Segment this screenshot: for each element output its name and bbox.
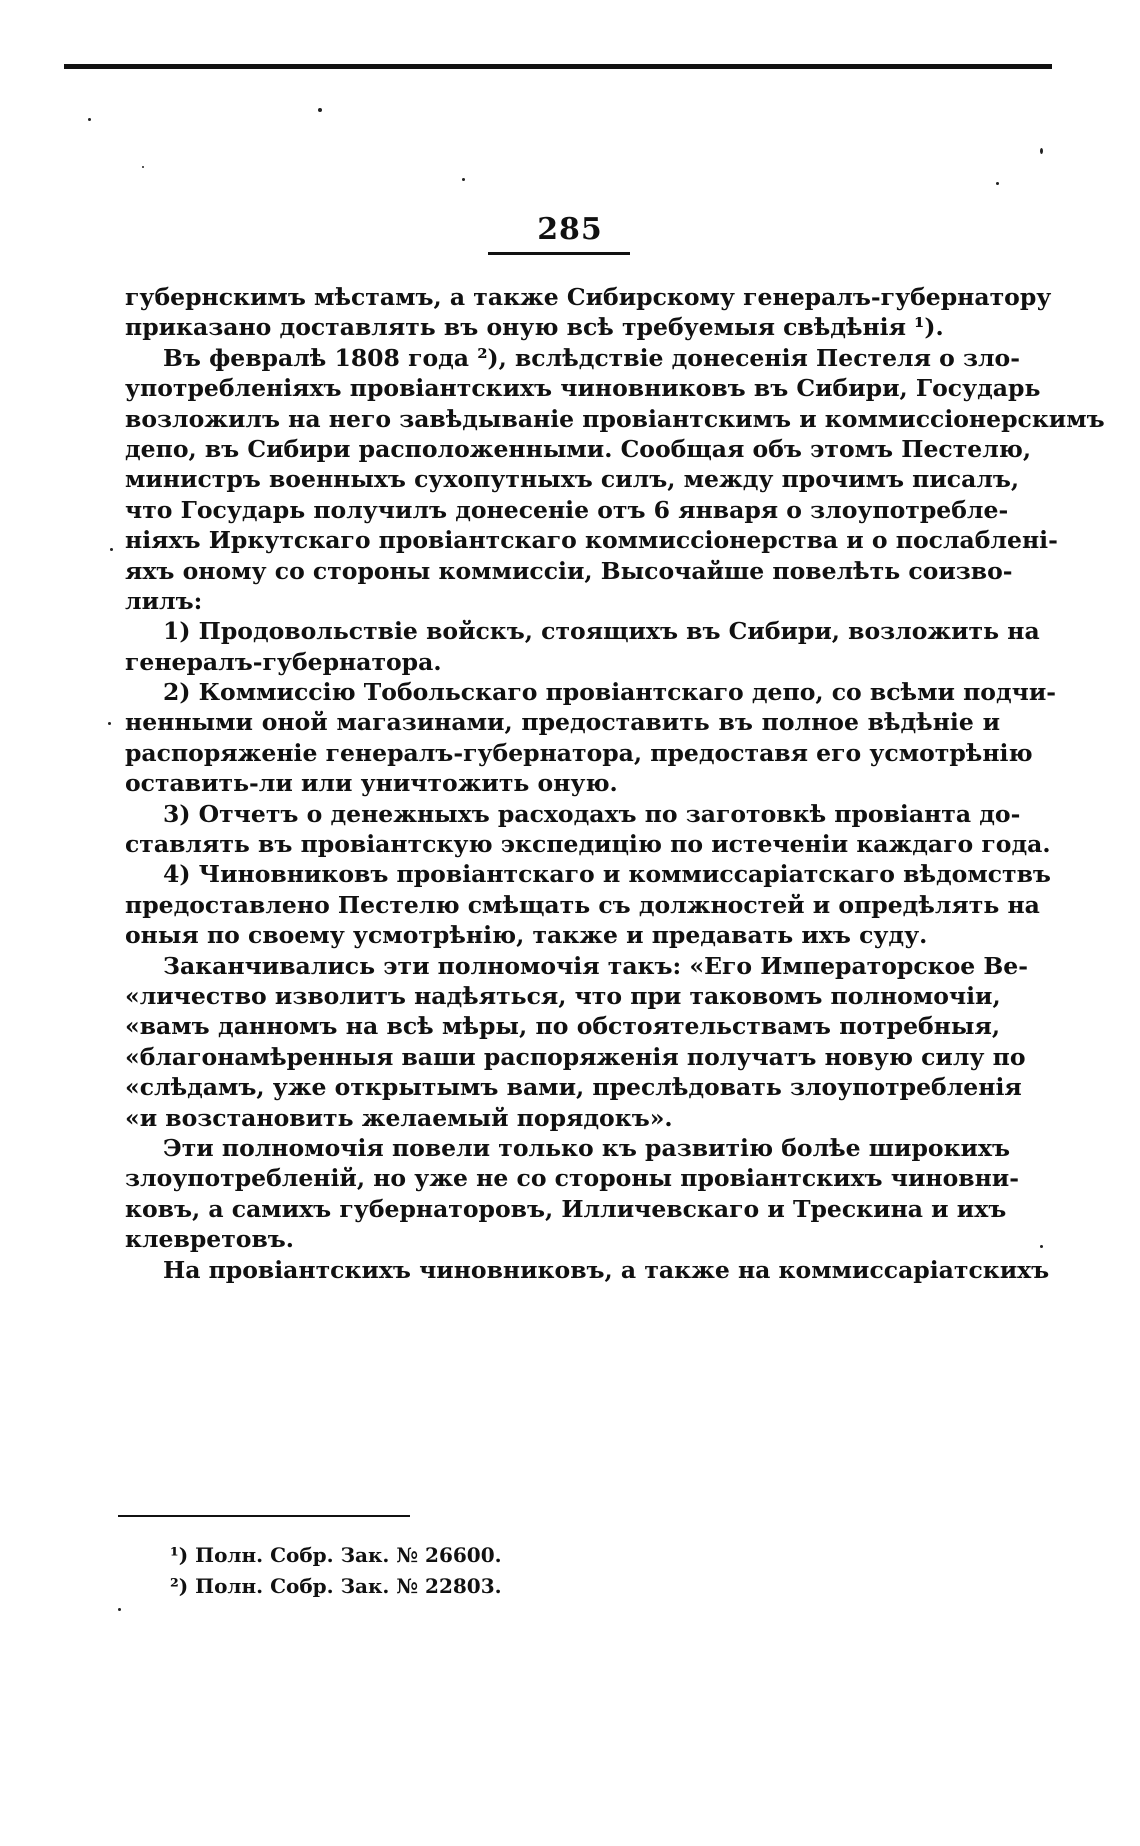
body-text <box>125 282 1105 1285</box>
scan-speck <box>996 182 999 185</box>
footnote: ¹) Полн. Собр. Зак. № 26600. <box>170 1543 502 1567</box>
scan-speck <box>142 166 144 168</box>
scan-speck <box>88 118 91 121</box>
scan-speck <box>118 1608 121 1611</box>
text-line: лилъ: <box>125 586 203 615</box>
text-line: депо, въ Сибири расположенными. Сообщая объ этомъ Пестелю, <box>125 434 1032 463</box>
text-line: 2) Коммиссію Тобольскаго провіантскаго депо, со всѣми подчи- <box>163 678 1057 707</box>
text-line: Эти полномочія повели только къ развитію болѣе широкихъ <box>163 1133 1011 1162</box>
text-line: что Государь получилъ донесеніе отъ 6 января о злоупотребле- <box>125 495 1009 524</box>
footnote-separator <box>118 1515 410 1517</box>
text-line: ставлять въ провіантскую экспедицію по истеченіи каждаго года. <box>125 830 1051 859</box>
text-line: клевретовъ. <box>125 1225 294 1254</box>
text-line: «вамъ данномъ на всѣ мѣры, по обстоятельствамъ потребныя, <box>125 1012 1000 1041</box>
text-line: Въ февралѣ 1808 года ²), вслѣдствіе донесенія Пестеля о зло- <box>163 343 1020 372</box>
text-line: «и возстановить желаемый порядокъ». <box>125 1103 673 1132</box>
text-line: злоупотребленій, но уже не со стороны провіантскихъ чиновни- <box>125 1164 1019 1193</box>
scan-speck <box>1040 148 1043 154</box>
text-line: «слѣдамъ, уже открытымъ вами, преслѣдовать злоупотребленія <box>125 1073 1022 1102</box>
text-line: 3) Отчетъ о денежныхъ расходахъ по заготовкѣ провіанта до- <box>163 799 1021 828</box>
text-line: ненными оной магазинами, предоставить въ полное вѣдѣніе и <box>125 708 1000 737</box>
text-line: 4) Чиновниковъ провіантскаго и коммиссаріатскаго вѣдомствъ <box>163 860 1051 889</box>
text-line: распоряженіе генералъ-губернатора, предоставя его усмотрѣнію <box>125 738 1033 767</box>
text-line: «благонамѣренныя ваши распоряженія получатъ новую силу по <box>125 1042 1026 1071</box>
text-line: министръ военныхъ сухопутныхъ силъ, между прочимъ писалъ, <box>125 465 1020 494</box>
text-line: «личество изволитъ надѣяться, что при таковомъ полномочіи, <box>125 981 1001 1010</box>
page-number: 285 <box>537 212 603 247</box>
text-line: генералъ-губернатора. <box>125 647 442 676</box>
text-line: употребленіяхъ провіантскихъ чиновниковъ въ Сибири, Государь <box>125 374 1041 403</box>
text-line: губернскимъ мѣстамъ, а также Сибирскому генералъ-губернатору <box>125 283 1052 311</box>
text-line: оныя по своему усмотрѣнію, также и предавать ихъ суду. <box>125 921 928 950</box>
text-line: ковъ, а самихъ губернаторовъ, Илличевскаго и Трескина и ихъ <box>125 1194 1007 1223</box>
text-line: оставить-ли или уничтожить оную. <box>125 769 618 798</box>
scan-speck <box>110 548 113 551</box>
text-line: яхъ оному со стороны коммиссіи, Высочайше повелѣть соизво- <box>125 556 1013 585</box>
scan-speck <box>108 722 111 725</box>
scan-speck <box>1040 1245 1043 1248</box>
text-line: предоставлено Пестелю смѣщать съ должностей и опредѣлять на <box>125 890 1040 919</box>
text-line: возложилъ на него завѣдываніе провіантскимъ и коммиссіонерскимъ <box>125 404 1105 433</box>
scan-speck <box>318 108 322 112</box>
text-line: приказано доставлять въ оную всѣ требуемыя свѣдѣнія ¹). <box>125 313 944 342</box>
footnote: ²) Полн. Собр. Зак. № 22803. <box>170 1574 502 1598</box>
page-number-underline <box>488 252 630 255</box>
scan-speck <box>462 178 465 181</box>
text-line: На провіантскихъ чиновниковъ, а также на коммиссаріатскихъ <box>163 1255 1050 1284</box>
text-line: Заканчивались эти полномочія такъ: «Его Императорское Ве- <box>163 951 1029 980</box>
text-line: 1) Продовольствіе войскъ, стоящихъ въ Сибири, возложить на <box>163 617 1040 646</box>
text-line: ніяхъ Иркутскаго провіантскаго коммиссіонерства и о послабленi- <box>125 526 1058 555</box>
footnotes <box>170 1540 670 1602</box>
top-rule <box>64 64 1052 69</box>
